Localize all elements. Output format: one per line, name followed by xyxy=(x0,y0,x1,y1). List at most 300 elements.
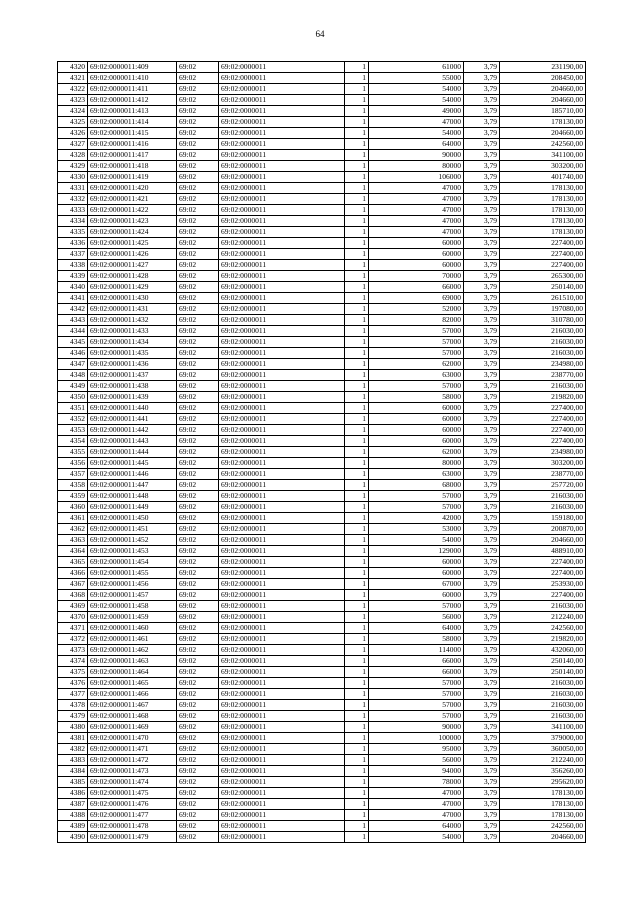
cadastral-quarter-cell: 69:02:0000011 xyxy=(219,678,345,689)
specific-value-cell: 3,79 xyxy=(464,678,500,689)
table-row xyxy=(58,172,586,183)
cadastral-number-cell: 69:02:0000011:428 xyxy=(88,271,177,282)
area-value-cell: 80000 xyxy=(369,161,464,172)
specific-value-cell: 3,79 xyxy=(464,557,500,568)
specific-value-cell: 3,79 xyxy=(464,667,500,678)
table-row xyxy=(58,414,586,425)
specific-value-cell: 3,79 xyxy=(464,194,500,205)
cadastral-quarter-cell: 69:02:0000011 xyxy=(219,667,345,678)
area-value-cell: 47000 xyxy=(369,799,464,810)
group-code-cell: 1 xyxy=(345,766,369,777)
group-code-cell: 1 xyxy=(345,139,369,150)
table-row xyxy=(58,95,586,106)
table-row xyxy=(58,271,586,282)
row-number-cell: 4367 xyxy=(58,579,88,590)
cadastral-district-cell: 69:02 xyxy=(177,711,219,722)
cadastral-number-cell: 69:02:0000011:474 xyxy=(88,777,177,788)
cadastral-value-cell: 178130,00 xyxy=(500,788,586,799)
specific-value-cell: 3,79 xyxy=(464,821,500,832)
specific-value-cell: 3,79 xyxy=(464,73,500,84)
table-row xyxy=(58,194,586,205)
table-row xyxy=(58,392,586,403)
row-number-cell: 4345 xyxy=(58,337,88,348)
group-code-cell: 1 xyxy=(345,337,369,348)
cadastral-number-cell: 69:02:0000011:449 xyxy=(88,502,177,513)
cadastral-number-cell: 69:02:0000011:464 xyxy=(88,667,177,678)
area-value-cell: 95000 xyxy=(369,744,464,755)
table-row xyxy=(58,315,586,326)
specific-value-cell: 3,79 xyxy=(464,799,500,810)
row-number-cell: 4324 xyxy=(58,106,88,117)
table-row xyxy=(58,766,586,777)
table-row xyxy=(58,359,586,370)
row-number-cell: 4346 xyxy=(58,348,88,359)
cadastral-district-cell: 69:02 xyxy=(177,469,219,480)
cadastral-value-cell: 216030,00 xyxy=(500,700,586,711)
cadastral-district-cell: 69:02 xyxy=(177,128,219,139)
cadastral-quarter-cell: 69:02:0000011 xyxy=(219,150,345,161)
table-row xyxy=(58,480,586,491)
cadastral-quarter-cell: 69:02:0000011 xyxy=(219,601,345,612)
cadastral-quarter-cell: 69:02:0000011 xyxy=(219,447,345,458)
group-code-cell: 1 xyxy=(345,546,369,557)
group-code-cell: 1 xyxy=(345,425,369,436)
cadastral-quarter-cell: 69:02:0000011 xyxy=(219,117,345,128)
cadastral-value-cell: 238770,00 xyxy=(500,370,586,381)
group-code-cell: 1 xyxy=(345,381,369,392)
cadastral-district-cell: 69:02 xyxy=(177,623,219,634)
group-code-cell: 1 xyxy=(345,832,369,843)
table-row xyxy=(58,700,586,711)
area-value-cell: 64000 xyxy=(369,821,464,832)
cadastral-value-cell: 185710,00 xyxy=(500,106,586,117)
group-code-cell: 1 xyxy=(345,447,369,458)
table-row xyxy=(58,84,586,95)
cadastral-value-cell: 212240,00 xyxy=(500,755,586,766)
cadastral-number-cell: 69:02:0000011:427 xyxy=(88,260,177,271)
area-value-cell: 57000 xyxy=(369,678,464,689)
specific-value-cell: 3,79 xyxy=(464,403,500,414)
cadastral-district-cell: 69:02 xyxy=(177,524,219,535)
table-row xyxy=(58,821,586,832)
row-number-cell: 4348 xyxy=(58,370,88,381)
specific-value-cell: 3,79 xyxy=(464,249,500,260)
table-row xyxy=(58,106,586,117)
table-row xyxy=(58,623,586,634)
cadastral-number-cell: 69:02:0000011:413 xyxy=(88,106,177,117)
group-code-cell: 1 xyxy=(345,359,369,370)
group-code-cell: 1 xyxy=(345,557,369,568)
group-code-cell: 1 xyxy=(345,161,369,172)
specific-value-cell: 3,79 xyxy=(464,601,500,612)
cadastral-number-cell: 69:02:0000011:447 xyxy=(88,480,177,491)
table-row xyxy=(58,601,586,612)
cadastral-value-cell: 379000,00 xyxy=(500,733,586,744)
cadastral-number-cell: 69:02:0000011:445 xyxy=(88,458,177,469)
group-code-cell: 1 xyxy=(345,84,369,95)
cadastral-number-cell: 69:02:0000011:414 xyxy=(88,117,177,128)
cadastral-value-cell: 356260,00 xyxy=(500,766,586,777)
cadastral-district-cell: 69:02 xyxy=(177,744,219,755)
specific-value-cell: 3,79 xyxy=(464,326,500,337)
table-row xyxy=(58,62,586,73)
cadastral-number-cell: 69:02:0000011:452 xyxy=(88,535,177,546)
specific-value-cell: 3,79 xyxy=(464,722,500,733)
cadastral-district-cell: 69:02 xyxy=(177,194,219,205)
table-row xyxy=(58,678,586,689)
cadastral-value-cell: 231190,00 xyxy=(500,62,586,73)
cadastral-district-cell: 69:02 xyxy=(177,799,219,810)
area-value-cell: 66000 xyxy=(369,282,464,293)
specific-value-cell: 3,79 xyxy=(464,711,500,722)
area-value-cell: 90000 xyxy=(369,150,464,161)
specific-value-cell: 3,79 xyxy=(464,106,500,117)
cadastral-value-cell: 257720,00 xyxy=(500,480,586,491)
cadastral-quarter-cell: 69:02:0000011 xyxy=(219,425,345,436)
row-number-cell: 4385 xyxy=(58,777,88,788)
area-value-cell: 114000 xyxy=(369,645,464,656)
cadastral-district-cell: 69:02 xyxy=(177,62,219,73)
cadastral-district-cell: 69:02 xyxy=(177,271,219,282)
specific-value-cell: 3,79 xyxy=(464,491,500,502)
specific-value-cell: 3,79 xyxy=(464,84,500,95)
cadastral-number-cell: 69:02:0000011:450 xyxy=(88,513,177,524)
specific-value-cell: 3,79 xyxy=(464,392,500,403)
cadastral-value-cell: 216030,00 xyxy=(500,678,586,689)
cadastral-district-cell: 69:02 xyxy=(177,260,219,271)
row-number-cell: 4366 xyxy=(58,568,88,579)
cadastral-district-cell: 69:02 xyxy=(177,568,219,579)
row-number-cell: 4355 xyxy=(58,447,88,458)
area-value-cell: 57000 xyxy=(369,689,464,700)
cadastral-number-cell: 69:02:0000011:451 xyxy=(88,524,177,535)
cadastral-value-cell: 227400,00 xyxy=(500,414,586,425)
specific-value-cell: 3,79 xyxy=(464,172,500,183)
row-number-cell: 4379 xyxy=(58,711,88,722)
cadastral-district-cell: 69:02 xyxy=(177,315,219,326)
area-value-cell: 54000 xyxy=(369,84,464,95)
group-code-cell: 1 xyxy=(345,326,369,337)
row-number-cell: 4390 xyxy=(58,832,88,843)
cadastral-district-cell: 69:02 xyxy=(177,414,219,425)
cadastral-quarter-cell: 69:02:0000011 xyxy=(219,84,345,95)
area-value-cell: 66000 xyxy=(369,667,464,678)
cadastral-quarter-cell: 69:02:0000011 xyxy=(219,612,345,623)
cadastral-value-cell: 216030,00 xyxy=(500,326,586,337)
specific-value-cell: 3,79 xyxy=(464,788,500,799)
cadastral-quarter-cell: 69:02:0000011 xyxy=(219,293,345,304)
cadastral-district-cell: 69:02 xyxy=(177,491,219,502)
group-code-cell: 1 xyxy=(345,535,369,546)
table-row xyxy=(58,326,586,337)
table-row xyxy=(58,810,586,821)
group-code-cell: 1 xyxy=(345,634,369,645)
group-code-cell: 1 xyxy=(345,733,369,744)
cadastral-district-cell: 69:02 xyxy=(177,205,219,216)
cadastral-number-cell: 69:02:0000011:456 xyxy=(88,579,177,590)
cadastral-quarter-cell: 69:02:0000011 xyxy=(219,722,345,733)
cadastral-value-cell: 204660,00 xyxy=(500,535,586,546)
row-number-cell: 4353 xyxy=(58,425,88,436)
cadastral-district-cell: 69:02 xyxy=(177,612,219,623)
cadastral-district-cell: 69:02 xyxy=(177,535,219,546)
cadastral-value-cell: 303200,00 xyxy=(500,458,586,469)
table-row xyxy=(58,733,586,744)
group-code-cell: 1 xyxy=(345,436,369,447)
cadastral-district-cell: 69:02 xyxy=(177,304,219,315)
table-row xyxy=(58,546,586,557)
group-code-cell: 1 xyxy=(345,194,369,205)
cadastral-district-cell: 69:02 xyxy=(177,425,219,436)
cadastral-quarter-cell: 69:02:0000011 xyxy=(219,403,345,414)
row-number-cell: 4352 xyxy=(58,414,88,425)
area-value-cell: 47000 xyxy=(369,183,464,194)
area-value-cell: 57000 xyxy=(369,491,464,502)
specific-value-cell: 3,79 xyxy=(464,348,500,359)
cadastral-district-cell: 69:02 xyxy=(177,678,219,689)
row-number-cell: 4338 xyxy=(58,260,88,271)
cadastral-quarter-cell: 69:02:0000011 xyxy=(219,249,345,260)
table-row xyxy=(58,524,586,535)
specific-value-cell: 3,79 xyxy=(464,282,500,293)
cadastral-value-cell: 488910,00 xyxy=(500,546,586,557)
cadastral-number-cell: 69:02:0000011:459 xyxy=(88,612,177,623)
group-code-cell: 1 xyxy=(345,623,369,634)
row-number-cell: 4332 xyxy=(58,194,88,205)
table-row xyxy=(58,777,586,788)
area-value-cell: 57000 xyxy=(369,502,464,513)
cadastral-quarter-cell: 69:02:0000011 xyxy=(219,733,345,744)
cadastral-value-cell: 178130,00 xyxy=(500,799,586,810)
table-row xyxy=(58,469,586,480)
specific-value-cell: 3,79 xyxy=(464,95,500,106)
specific-value-cell: 3,79 xyxy=(464,689,500,700)
group-code-cell: 1 xyxy=(345,590,369,601)
cadastral-quarter-cell: 69:02:0000011 xyxy=(219,579,345,590)
cadastral-district-cell: 69:02 xyxy=(177,216,219,227)
group-code-cell: 1 xyxy=(345,689,369,700)
cadastral-quarter-cell: 69:02:0000011 xyxy=(219,766,345,777)
table-row xyxy=(58,689,586,700)
specific-value-cell: 3,79 xyxy=(464,359,500,370)
group-code-cell: 1 xyxy=(345,227,369,238)
row-number-cell: 4380 xyxy=(58,722,88,733)
specific-value-cell: 3,79 xyxy=(464,579,500,590)
specific-value-cell: 3,79 xyxy=(464,315,500,326)
group-code-cell: 1 xyxy=(345,117,369,128)
specific-value-cell: 3,79 xyxy=(464,623,500,634)
row-number-cell: 4377 xyxy=(58,689,88,700)
table-row xyxy=(58,557,586,568)
row-number-cell: 4322 xyxy=(58,84,88,95)
cadastral-number-cell: 69:02:0000011:438 xyxy=(88,381,177,392)
cadastral-value-cell: 242560,00 xyxy=(500,623,586,634)
table-row xyxy=(58,304,586,315)
cadastral-quarter-cell: 69:02:0000011 xyxy=(219,304,345,315)
cadastral-district-cell: 69:02 xyxy=(177,722,219,733)
row-number-cell: 4340 xyxy=(58,282,88,293)
area-value-cell: 63000 xyxy=(369,370,464,381)
cadastral-quarter-cell: 69:02:0000011 xyxy=(219,359,345,370)
cadastral-quarter-cell: 69:02:0000011 xyxy=(219,337,345,348)
table-row xyxy=(58,667,586,678)
group-code-cell: 1 xyxy=(345,788,369,799)
cadastral-number-cell: 69:02:0000011:446 xyxy=(88,469,177,480)
area-value-cell: 94000 xyxy=(369,766,464,777)
cadastral-value-cell: 227400,00 xyxy=(500,590,586,601)
cadastral-district-cell: 69:02 xyxy=(177,172,219,183)
cadastral-number-cell: 69:02:0000011:458 xyxy=(88,601,177,612)
table-row xyxy=(58,755,586,766)
specific-value-cell: 3,79 xyxy=(464,733,500,744)
cadastral-quarter-cell: 69:02:0000011 xyxy=(219,557,345,568)
cadastral-value-cell: 216030,00 xyxy=(500,337,586,348)
cadastral-number-cell: 69:02:0000011:457 xyxy=(88,590,177,601)
group-code-cell: 1 xyxy=(345,777,369,788)
cadastral-number-cell: 69:02:0000011:410 xyxy=(88,73,177,84)
cadastral-number-cell: 69:02:0000011:471 xyxy=(88,744,177,755)
group-code-cell: 1 xyxy=(345,722,369,733)
row-number-cell: 4363 xyxy=(58,535,88,546)
cadastral-district-cell: 69:02 xyxy=(177,392,219,403)
row-number-cell: 4360 xyxy=(58,502,88,513)
cadastral-quarter-cell: 69:02:0000011 xyxy=(219,535,345,546)
table-row xyxy=(58,139,586,150)
cadastral-district-cell: 69:02 xyxy=(177,689,219,700)
cadastral-quarter-cell: 69:02:0000011 xyxy=(219,744,345,755)
area-value-cell: 53000 xyxy=(369,524,464,535)
row-number-cell: 4323 xyxy=(58,95,88,106)
cadastral-district-cell: 69:02 xyxy=(177,832,219,843)
table-row xyxy=(58,216,586,227)
cadastral-district-cell: 69:02 xyxy=(177,238,219,249)
area-value-cell: 57000 xyxy=(369,711,464,722)
row-number-cell: 4326 xyxy=(58,128,88,139)
row-number-cell: 4372 xyxy=(58,634,88,645)
row-number-cell: 4335 xyxy=(58,227,88,238)
area-value-cell: 100000 xyxy=(369,733,464,744)
cadastral-district-cell: 69:02 xyxy=(177,106,219,117)
cadastral-value-cell: 261510,00 xyxy=(500,293,586,304)
cadastral-value-cell: 227400,00 xyxy=(500,249,586,260)
cadastral-value-cell: 227400,00 xyxy=(500,260,586,271)
cadastral-quarter-cell: 69:02:0000011 xyxy=(219,205,345,216)
table-row xyxy=(58,227,586,238)
row-number-cell: 4362 xyxy=(58,524,88,535)
cadastral-number-cell: 69:02:0000011:417 xyxy=(88,150,177,161)
cadastral-number-cell: 69:02:0000011:415 xyxy=(88,128,177,139)
specific-value-cell: 3,79 xyxy=(464,414,500,425)
specific-value-cell: 3,79 xyxy=(464,513,500,524)
row-number-cell: 4351 xyxy=(58,403,88,414)
cadastral-value-cell: 227400,00 xyxy=(500,568,586,579)
cadastral-quarter-cell: 69:02:0000011 xyxy=(219,568,345,579)
cadastral-number-cell: 69:02:0000011:434 xyxy=(88,337,177,348)
cadastral-district-cell: 69:02 xyxy=(177,84,219,95)
cadastral-quarter-cell: 69:02:0000011 xyxy=(219,260,345,271)
cadastral-district-cell: 69:02 xyxy=(177,513,219,524)
cadastral-value-cell: 204660,00 xyxy=(500,128,586,139)
table-row xyxy=(58,513,586,524)
area-value-cell: 57000 xyxy=(369,337,464,348)
cadastral-quarter-cell: 69:02:0000011 xyxy=(219,502,345,513)
specific-value-cell: 3,79 xyxy=(464,777,500,788)
specific-value-cell: 3,79 xyxy=(464,216,500,227)
cadastral-quarter-cell: 69:02:0000011 xyxy=(219,832,345,843)
cadastral-district-cell: 69:02 xyxy=(177,381,219,392)
group-code-cell: 1 xyxy=(345,645,369,656)
table-row xyxy=(58,161,586,172)
area-value-cell: 67000 xyxy=(369,579,464,590)
cadastral-value-cell: 219820,00 xyxy=(500,634,586,645)
table-row xyxy=(58,150,586,161)
cadastral-number-cell: 69:02:0000011:463 xyxy=(88,656,177,667)
area-value-cell: 57000 xyxy=(369,326,464,337)
cadastral-number-cell: 69:02:0000011:466 xyxy=(88,689,177,700)
cadastral-district-cell: 69:02 xyxy=(177,579,219,590)
row-number-cell: 4383 xyxy=(58,755,88,766)
area-value-cell: 47000 xyxy=(369,227,464,238)
cadastral-value-cell: 253930,00 xyxy=(500,579,586,590)
specific-value-cell: 3,79 xyxy=(464,524,500,535)
cadastral-number-cell: 69:02:0000011:472 xyxy=(88,755,177,766)
group-code-cell: 1 xyxy=(345,282,369,293)
group-code-cell: 1 xyxy=(345,260,369,271)
area-value-cell: 64000 xyxy=(369,623,464,634)
cadastral-quarter-cell: 69:02:0000011 xyxy=(219,381,345,392)
row-number-cell: 4381 xyxy=(58,733,88,744)
cadastral-value-cell: 360050,00 xyxy=(500,744,586,755)
table-row xyxy=(58,260,586,271)
cadastral-value-cell: 197080,00 xyxy=(500,304,586,315)
cadastral-value-cell: 303200,00 xyxy=(500,161,586,172)
cadastral-number-cell: 69:02:0000011:435 xyxy=(88,348,177,359)
specific-value-cell: 3,79 xyxy=(464,612,500,623)
specific-value-cell: 3,79 xyxy=(464,755,500,766)
area-value-cell: 47000 xyxy=(369,216,464,227)
row-number-cell: 4339 xyxy=(58,271,88,282)
group-code-cell: 1 xyxy=(345,711,369,722)
specific-value-cell: 3,79 xyxy=(464,744,500,755)
area-value-cell: 60000 xyxy=(369,557,464,568)
table-row xyxy=(58,799,586,810)
specific-value-cell: 3,79 xyxy=(464,590,500,601)
cadastral-value-cell: 208450,00 xyxy=(500,73,586,84)
row-number-cell: 4342 xyxy=(58,304,88,315)
cadastral-value-cell: 178130,00 xyxy=(500,183,586,194)
table-row xyxy=(58,788,586,799)
cadastral-quarter-cell: 69:02:0000011 xyxy=(219,645,345,656)
table-row xyxy=(58,711,586,722)
table-row xyxy=(58,403,586,414)
row-number-cell: 4365 xyxy=(58,557,88,568)
cadastral-value-cell: 227400,00 xyxy=(500,425,586,436)
group-code-cell: 1 xyxy=(345,348,369,359)
cadastral-value-cell: 178130,00 xyxy=(500,216,586,227)
cadastral-value-cell: 159180,00 xyxy=(500,513,586,524)
cadastral-quarter-cell: 69:02:0000011 xyxy=(219,73,345,84)
specific-value-cell: 3,79 xyxy=(464,381,500,392)
row-number-cell: 4325 xyxy=(58,117,88,128)
cadastral-quarter-cell: 69:02:0000011 xyxy=(219,491,345,502)
specific-value-cell: 3,79 xyxy=(464,656,500,667)
row-number-cell: 4371 xyxy=(58,623,88,634)
table-row xyxy=(58,282,586,293)
group-code-cell: 1 xyxy=(345,601,369,612)
cadastral-quarter-cell: 69:02:0000011 xyxy=(219,711,345,722)
cadastral-value-cell: 212240,00 xyxy=(500,612,586,623)
cadastral-value-cell: 310780,00 xyxy=(500,315,586,326)
